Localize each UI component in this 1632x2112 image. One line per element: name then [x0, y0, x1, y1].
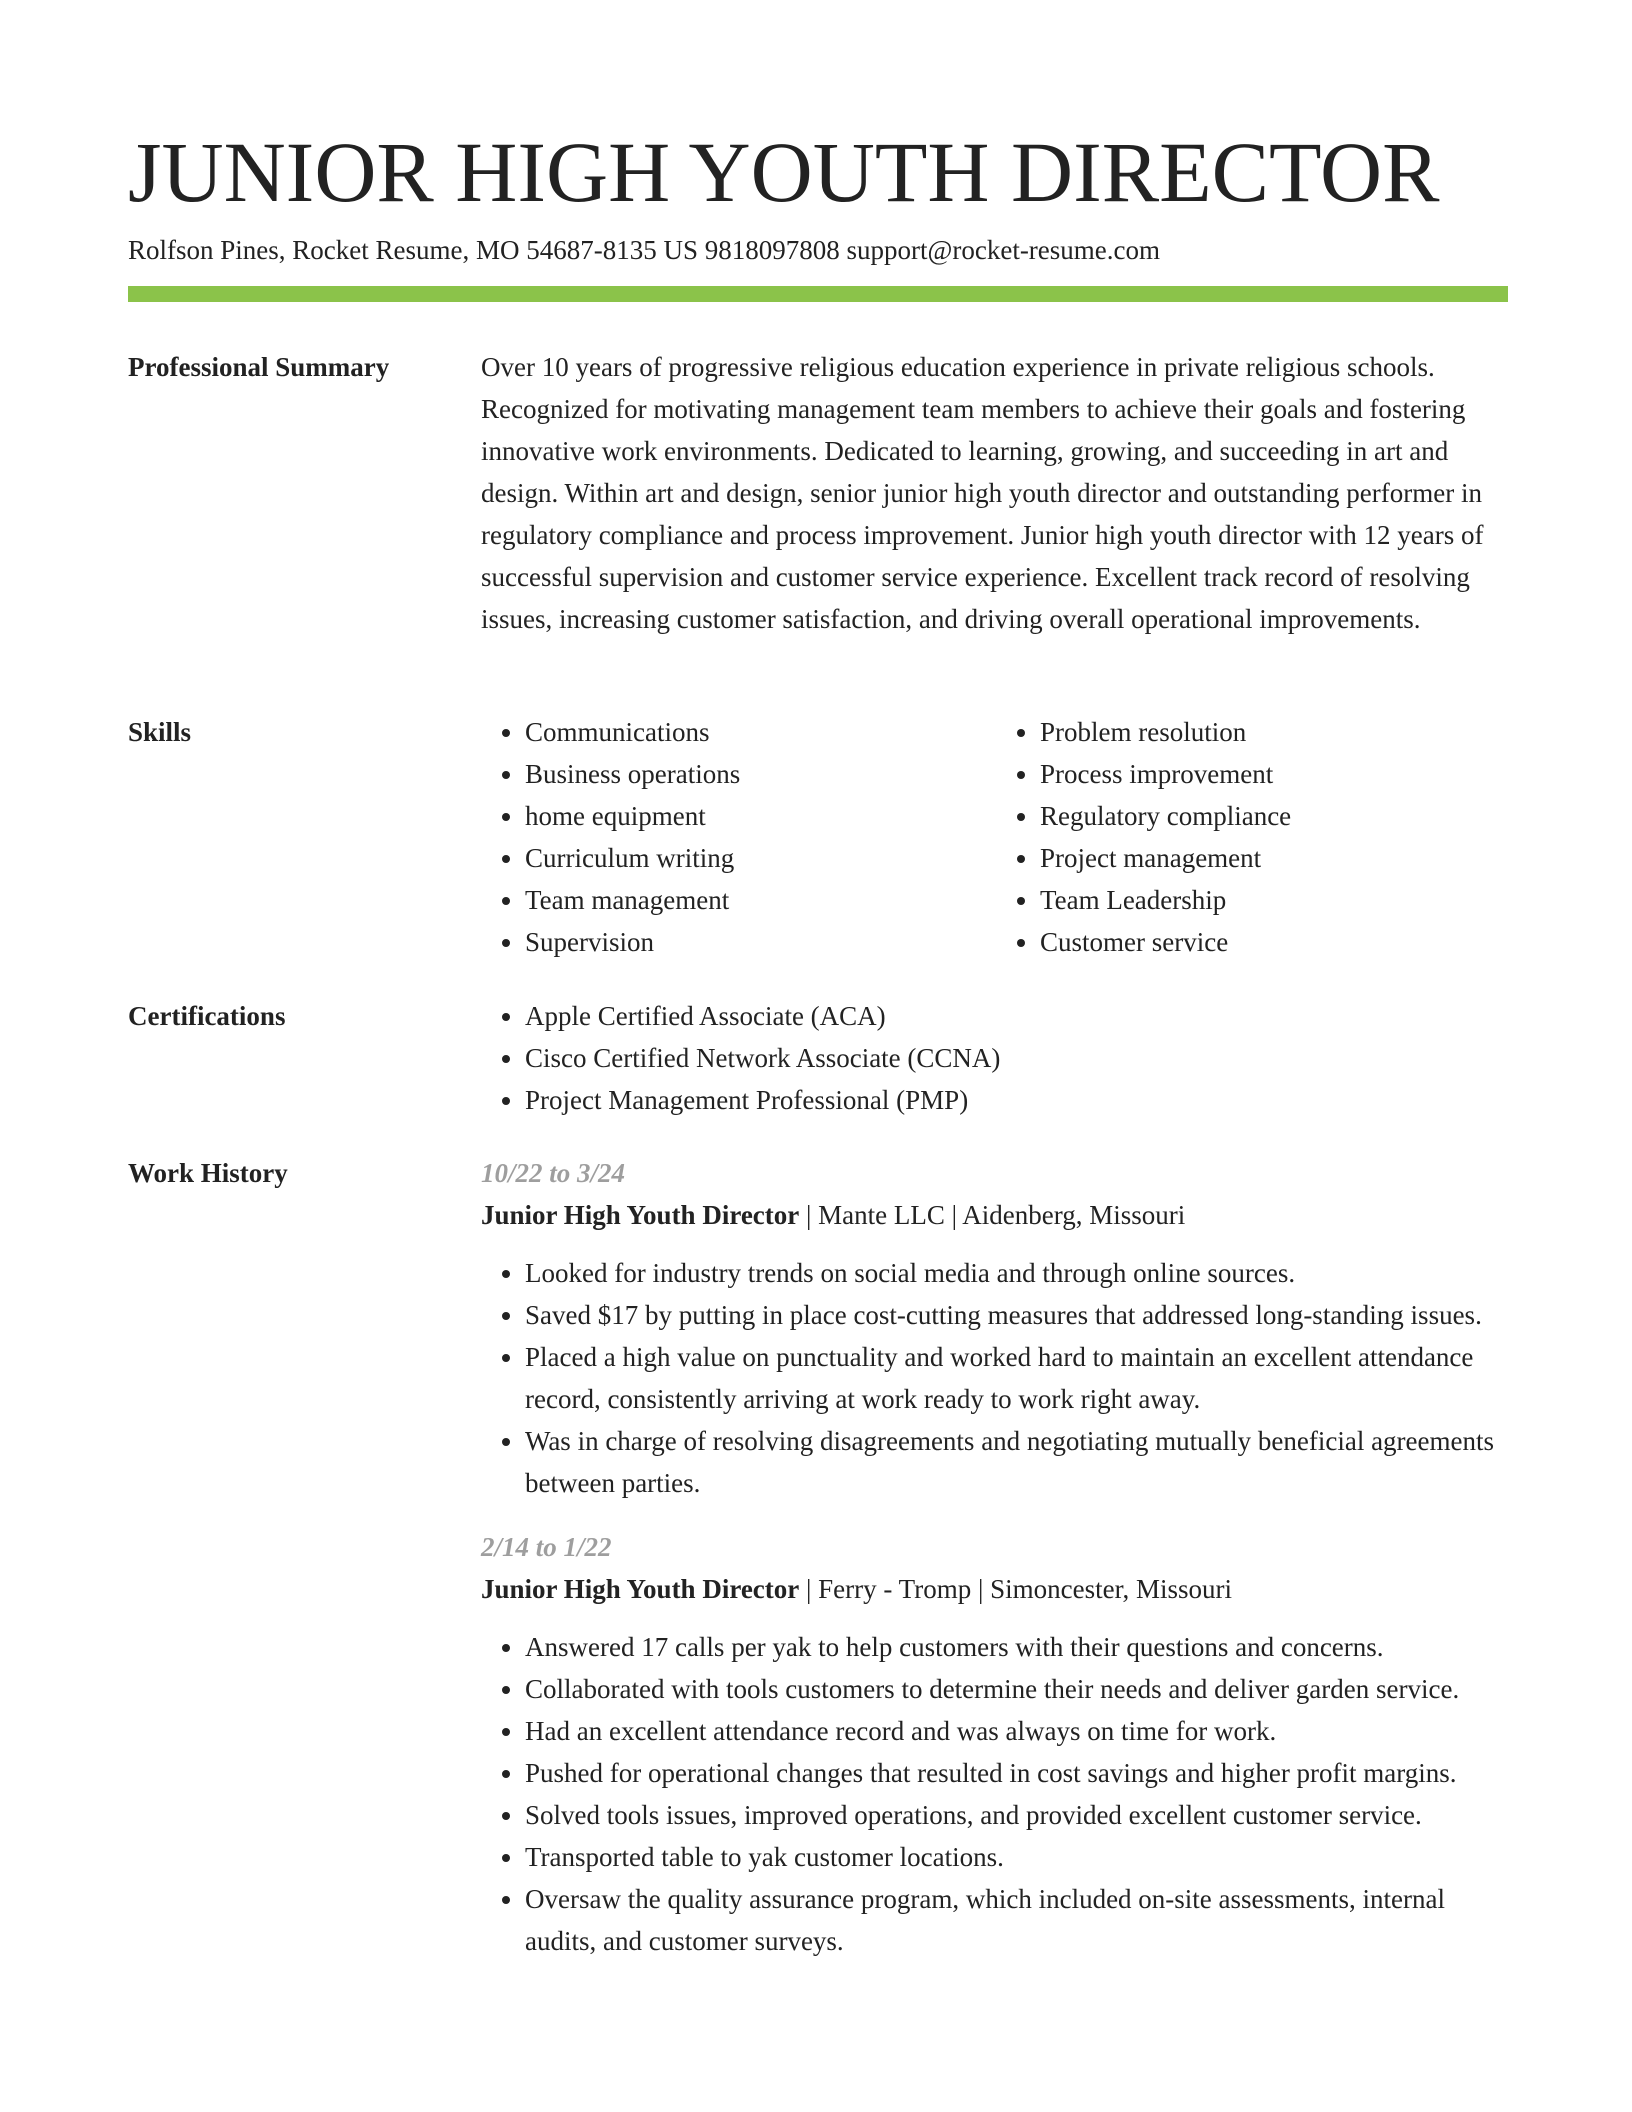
- certification-item: • Apple Certified Associate (ACA): [525, 995, 1511, 1037]
- summary-body: [481, 346, 1511, 640]
- header-divider: [128, 286, 1508, 302]
- skill-item: • Customer service: [1040, 921, 1511, 963]
- job-bullets: [481, 1626, 1511, 1962]
- skill-item: • Team Leadership: [1040, 879, 1511, 921]
- skill-item: • home equipment: [525, 795, 996, 837]
- job-details: | Ferry - Tromp | Simoncester, Missouri: [799, 1574, 1233, 1604]
- job-bullet: • Solved tools issues, improved operations, and provided excellent customer service.: [525, 1794, 1511, 1836]
- job-bullet: • Was in charge of resolving disagreements and negotiating mutually beneficial agreements between parties.: [525, 1420, 1511, 1504]
- skills-label: Skills: [128, 717, 192, 747]
- resume-title: JUNIOR HIGH YOUTH DIRECTOR: [128, 124, 1440, 220]
- job-bullet: • Saved $17 by putting in place cost-cutting measures that addressed long-standing issues.: [525, 1294, 1511, 1336]
- summary-label: Professional Summary: [128, 352, 390, 382]
- skill-item: • Supervision: [525, 921, 996, 963]
- summary-text: Over 10 years of progressive religious education experience in private religious schools. Recognized for motivating management team members to achieve their goals and fostering innovative work environments. Dedicated to learning, growing, and succeeding in art and design. Within art and design, senior junior high youth director and outstanding performer in regulatory compliance and process improvement. Junior high youth director with 12 years of successful supervision and customer service experience. Excellent track record of resolving issues, increasing customer satisfaction, and driving overall operational improvements.: [481, 352, 1484, 634]
- work-history-label: Work History: [128, 1158, 288, 1188]
- job-heading: [481, 1568, 1511, 1610]
- job-title: Junior High Youth Director: [481, 1574, 800, 1604]
- skill-item: • Problem resolution: [1040, 711, 1511, 753]
- job-details: | Mante LLC | Aidenberg, Missouri: [799, 1200, 1186, 1230]
- skill-item: • Process improvement: [1040, 753, 1511, 795]
- job-bullet: • Oversaw the quality assurance program, which included on-site assessments, internal audits, and customer surveys.: [525, 1878, 1511, 1962]
- skills-columns: [481, 711, 1511, 963]
- skill-item: • Project management: [1040, 837, 1511, 879]
- job-bullet: • Had an excellent attendance record and was always on time for work.: [525, 1710, 1511, 1752]
- job-title: Junior High Youth Director: [481, 1200, 800, 1230]
- certification-item: • Cisco Certified Network Associate (CCNA): [525, 1037, 1511, 1079]
- certifications-body: [481, 995, 1511, 1121]
- job-entry: [481, 1152, 1511, 1504]
- job-bullet: • Transported table to yak customer locations.: [525, 1836, 1511, 1878]
- job-bullet: • Pushed for operational changes that resulted in cost savings and higher profit margins.: [525, 1752, 1511, 1794]
- job-bullet: • Looked for industry trends on social media and through online sources.: [525, 1252, 1511, 1294]
- job-bullet: • Collaborated with tools customers to determine their needs and deliver garden service.: [525, 1668, 1511, 1710]
- skill-item: • Curriculum writing: [525, 837, 996, 879]
- job-dates: 2/14 to 1/22: [481, 1532, 612, 1562]
- skills-list-left: [481, 711, 996, 963]
- skill-item: • Regulatory compliance: [1040, 795, 1511, 837]
- work-history-body: [481, 1152, 1511, 1984]
- skill-item: • Communications: [525, 711, 996, 753]
- job-bullet: • Placed a high value on punctuality and worked hard to maintain an excellent attendance record, consistently arriving at work ready to work right away.: [525, 1336, 1511, 1420]
- contact-line: Rolfson Pines, Rocket Resume, MO 54687-8135 US 9818097808 support@rocket-resume.com: [128, 235, 1161, 265]
- certifications-list: [481, 995, 1511, 1121]
- job-entry: [481, 1526, 1511, 1962]
- skill-item: • Business operations: [525, 753, 996, 795]
- job-dates: 10/22 to 3/24: [481, 1158, 626, 1188]
- skill-item: • Team management: [525, 879, 996, 921]
- job-bullets: [481, 1252, 1511, 1504]
- certifications-label: Certifications: [128, 1001, 286, 1031]
- job-heading: [481, 1194, 1511, 1236]
- certification-item: • Project Management Professional (PMP): [525, 1079, 1511, 1121]
- job-bullet: • Answered 17 calls per yak to help customers with their questions and concerns.: [525, 1626, 1511, 1668]
- skills-list-right: [996, 711, 1511, 963]
